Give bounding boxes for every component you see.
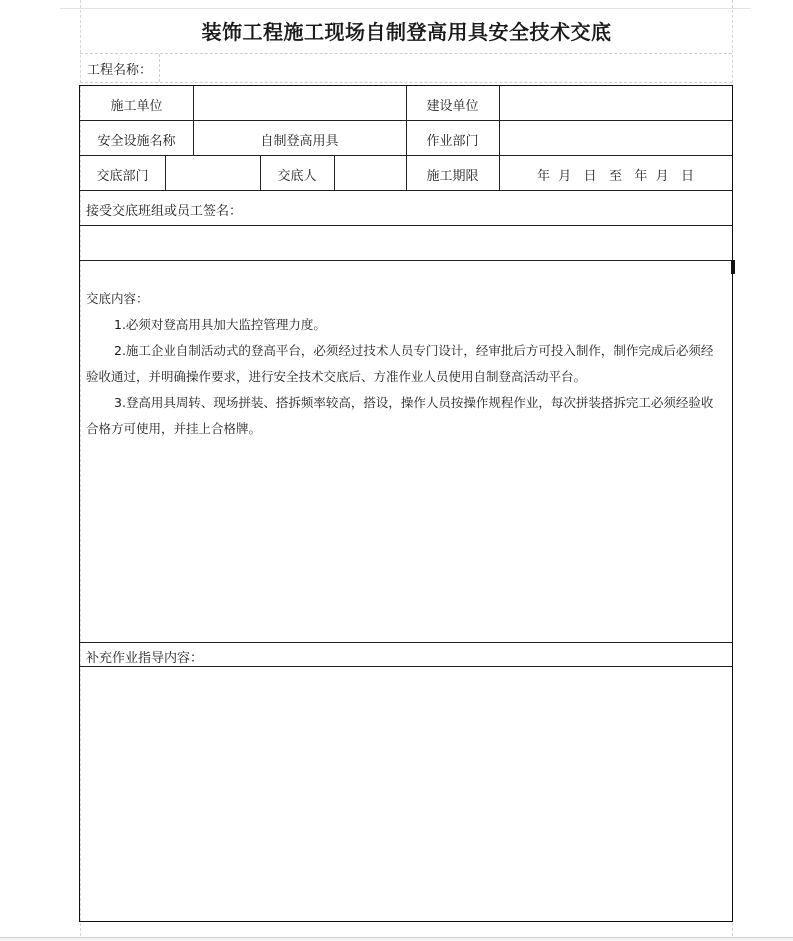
handover-content bbox=[86, 286, 722, 442]
supplement-area[interactable] bbox=[80, 667, 732, 921]
facility-name-label: 安全设施名称 bbox=[97, 134, 176, 149]
construction-unit-label: 施工单位 bbox=[110, 99, 163, 114]
supplement-label: 补充作业指导内容： bbox=[86, 651, 204, 666]
project-name-row bbox=[80, 53, 732, 83]
project-name-label: 工程名称： bbox=[87, 63, 153, 78]
page-bottom-edge bbox=[0, 937, 793, 941]
column-divider bbox=[165, 155, 166, 190]
column-divider bbox=[334, 155, 335, 190]
builder-unit-label: 建设单位 bbox=[426, 99, 479, 114]
row-divider bbox=[80, 642, 732, 643]
content-item: 1.必须对登高用具加大监控管理力度。 bbox=[114, 317, 326, 332]
document-title: 装饰工程施工现场自制登高用具安全技术交底 bbox=[201, 20, 612, 44]
handover-person-label: 交底人 bbox=[277, 169, 317, 184]
handover-form-table bbox=[79, 85, 733, 922]
row-divider bbox=[80, 260, 732, 261]
content-item: 3.登高用具周转、现场拼装、搭拆频率较高，搭设，操作人员按操作规程作业，每次拼装搭拆完工必须经验收合格方可使用，并挂上合格牌。 bbox=[86, 395, 714, 436]
content-item: 2.施工企业自制活动式的登高平台，必须经过技术人员专门设计，经审批后方可投入制作，制作完成后必须经验收通过，并明确操作要求，进行安全技术交底后、方准作业人员使用自制登高活动平台。 bbox=[86, 343, 714, 384]
content-heading: 交底内容： bbox=[86, 291, 149, 306]
period-value[interactable]: 年 月 日 至 年 月 日 bbox=[536, 169, 695, 184]
signature-area[interactable] bbox=[80, 226, 732, 260]
cursor-mark bbox=[731, 260, 735, 274]
project-name-divider bbox=[159, 54, 160, 82]
work-dept-label: 作业部门 bbox=[426, 134, 479, 149]
row-divider bbox=[80, 190, 732, 191]
page-top-guide bbox=[60, 8, 750, 9]
signature-label: 接受交底班组或员工签名： bbox=[86, 204, 243, 219]
period-label: 施工期限 bbox=[426, 169, 479, 184]
handover-dept-label: 交底部门 bbox=[96, 169, 149, 184]
facility-name-value[interactable]: 自制登高用具 bbox=[260, 134, 339, 149]
